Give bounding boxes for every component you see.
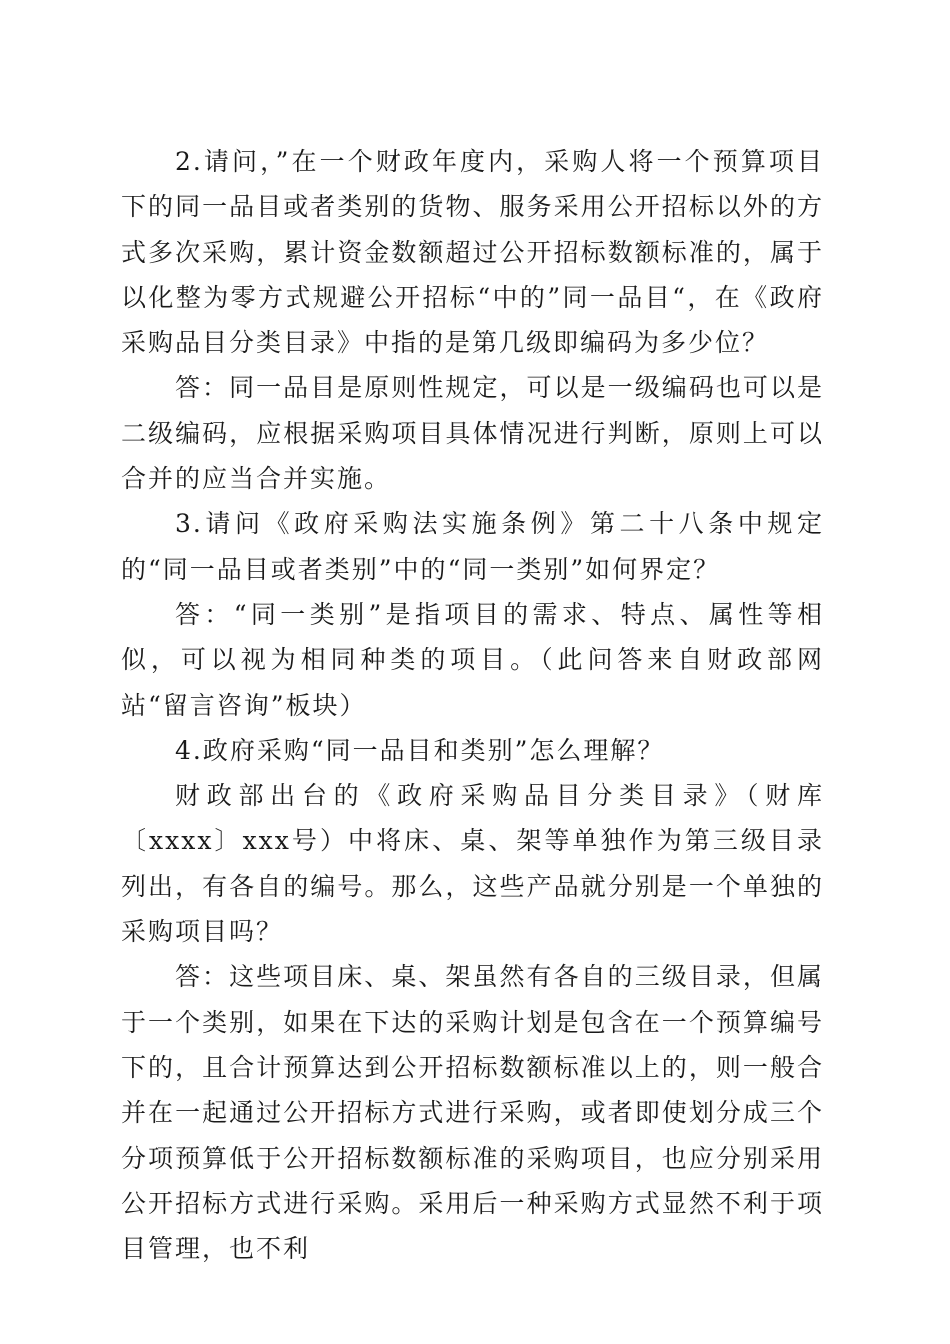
question-4-paragraph: 财政部出台的《政府采购品目分类目录》（财库〔xxxx〕xxx号）中将床、桌、架等单独作为第三级目录列出，有各自的编号。那么，这些产品就分别是一个单独的采购项目吗？	[121, 781, 824, 947]
question-2-paragraph: 2.请问，”在一个财政年度内，采购人将一个预算项目下的同一品目或者类别的货物、服务采用公开招标以外的方式多次采购，累计资金数额超过公开招标数额标准的，属于以化整为零方式规避公开招标“中的”同一品目“，在《政府采购品目分类目录》中指的是第几级即编码为多少位？	[121, 147, 824, 358]
question-4-heading: 4.政府采购“同一品目和类别”怎么理解？	[175, 735, 665, 765]
answer-2-paragraph: 答：同一品目是原则性规定，可以是一级编码也可以是二级编码，应根据采购项目具体情况进行判断，原则上可以合并的应当合并实施。	[121, 373, 824, 494]
answer-3-paragraph: 答：“同一类别”是指项目的需求、特点、属性等相似，可以视为相同种类的项目。（此问答来自财政部网站“留言咨询”板块）	[121, 599, 824, 720]
answer-4-paragraph: 答：这些项目床、桌、架虽然有各自的三级目录，但属于一个类别，如果在下达的采购计划是包含在一个预算编号下的，且合计预算达到公开招标数额标准以上的，则一般合并在一起通过公开招标方式进行采购，或者即使划分成三个分项预算低于公开招标数额标准的采购项目，也应分别采用公开招标方式进行采购。采用后一种采购方式显然不利于项目管理，也不利	[121, 962, 824, 1264]
document-body	[121, 139, 824, 1271]
question-3-paragraph: 3.请问《政府采购法实施条例》第二十八条中规定的“同一品目或者类别”中的“同一类别”如何界定？	[121, 509, 824, 584]
